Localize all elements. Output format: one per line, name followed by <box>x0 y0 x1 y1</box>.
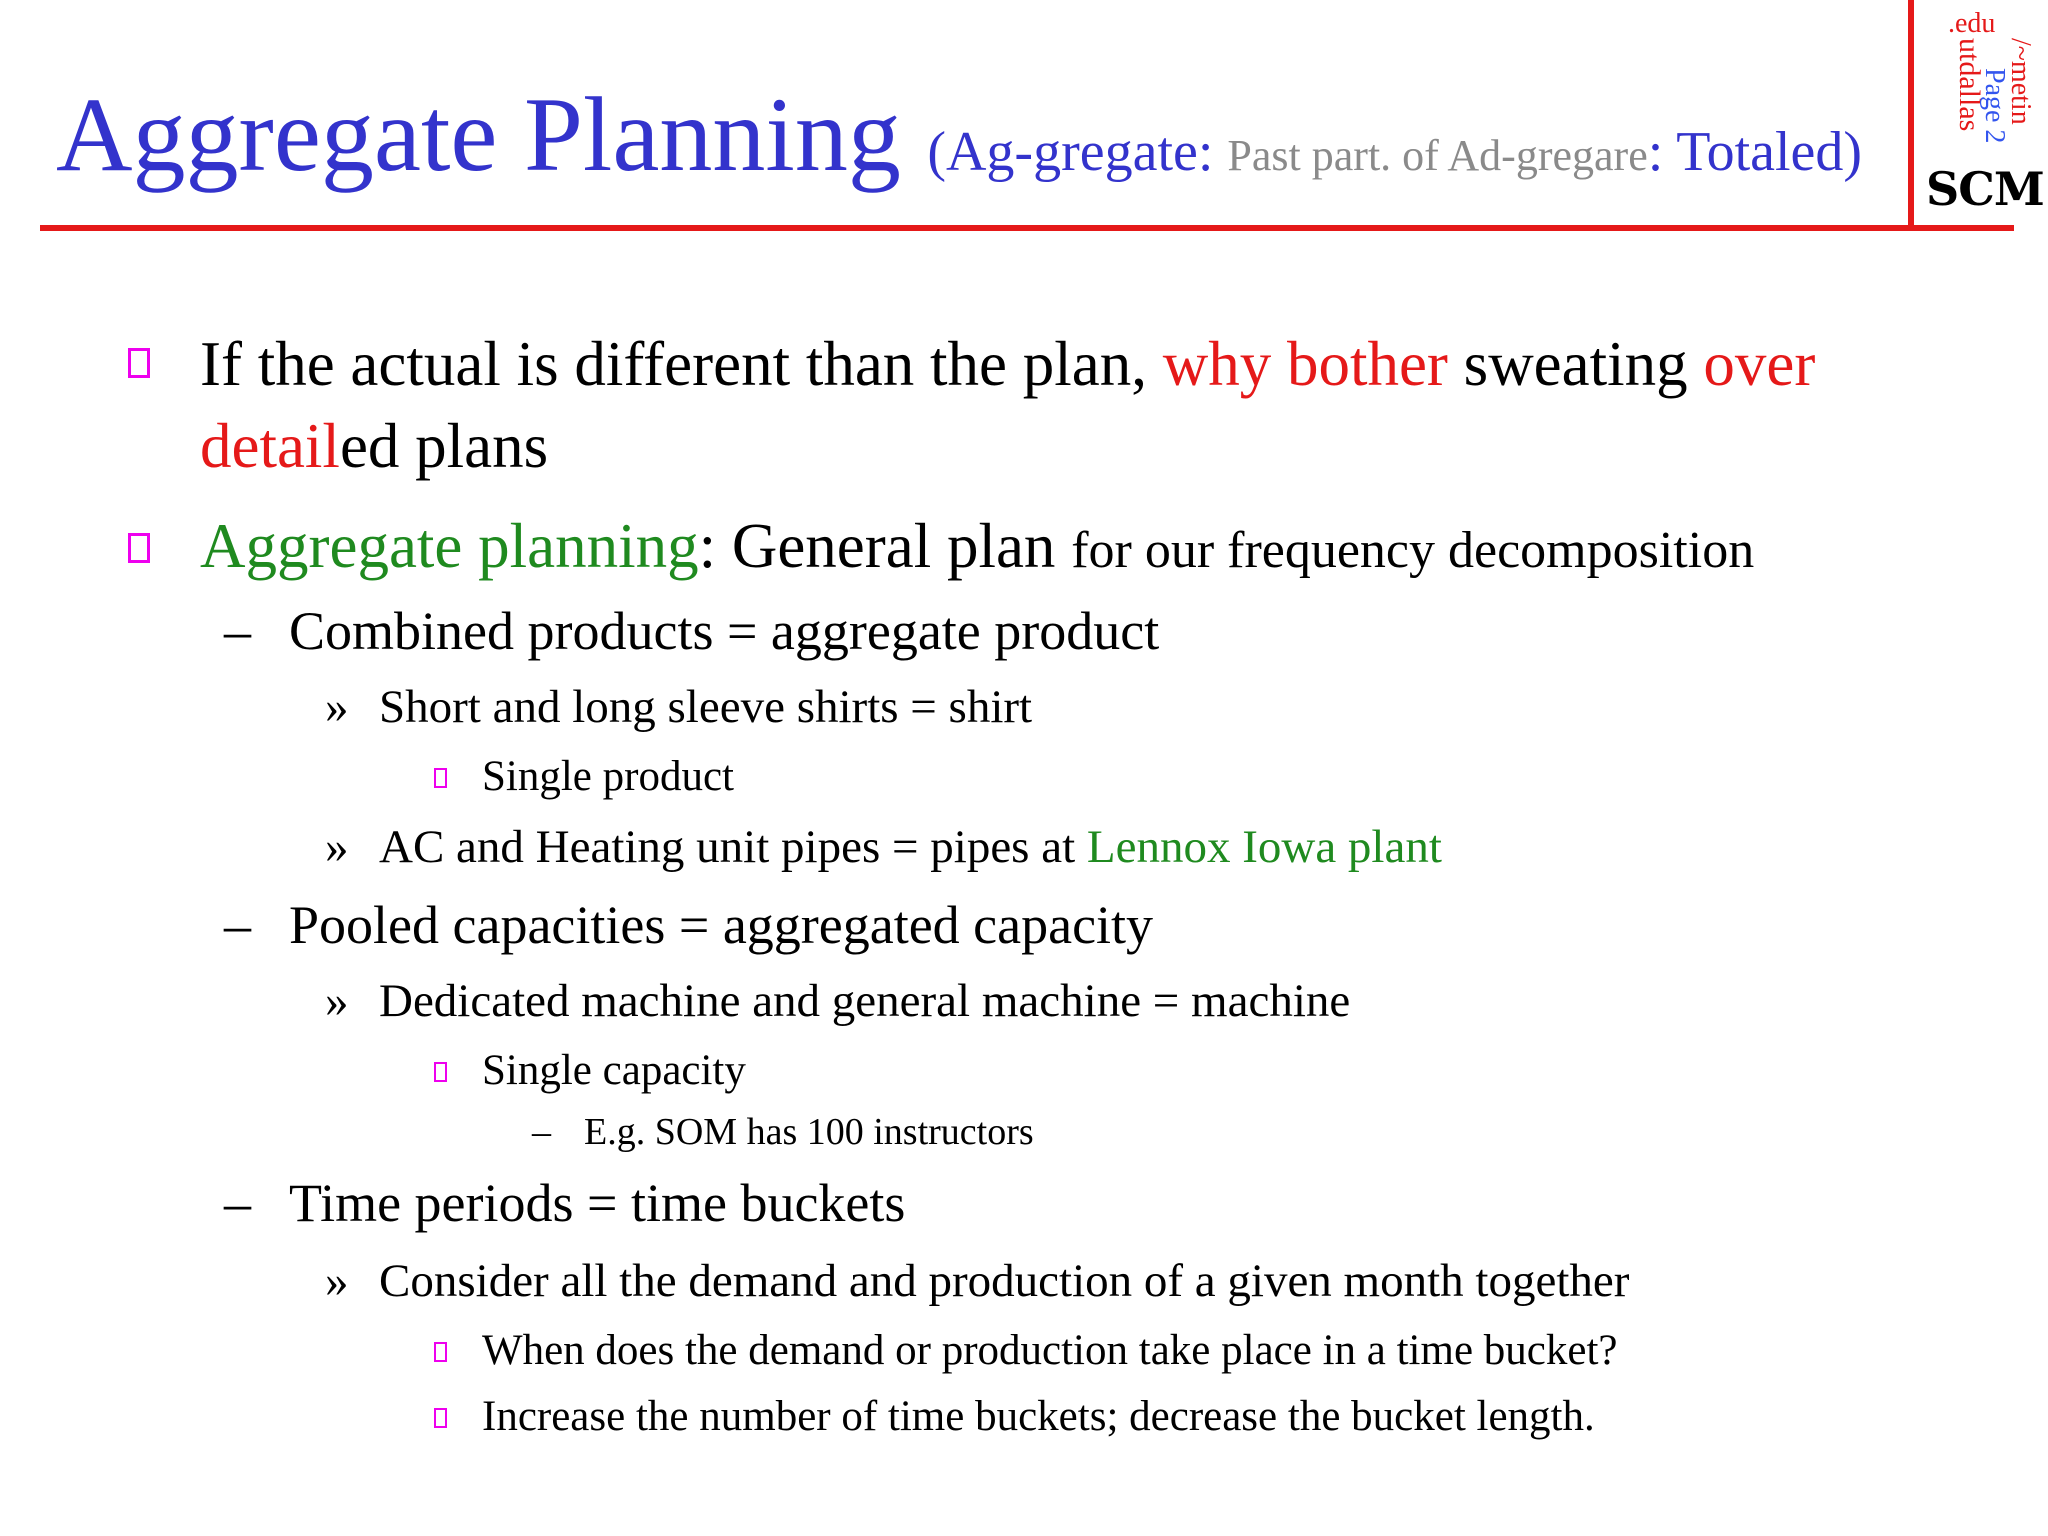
b1-text-over: over <box>1703 329 1816 399</box>
corner-edu-label: .edu <box>1948 8 1996 39</box>
chevron-marker: » <box>325 1255 349 1307</box>
time-bucket-question-item: When does the demand or production take place in a time bucket? <box>482 1327 1618 1374</box>
single-product-item: Single product <box>482 753 734 800</box>
chevron-marker: » <box>325 681 349 733</box>
dash-marker: – <box>224 895 251 955</box>
title-etymology <box>927 121 1862 183</box>
dash-marker: – <box>224 601 251 661</box>
b1-text-1: If the actual is different than the plan, <box>200 329 1163 399</box>
b1-text-detail: detail <box>200 411 340 481</box>
page-title <box>56 76 1863 193</box>
lennox-text: Lennox Iowa plant <box>1086 821 1442 873</box>
b1-text-3: sweating <box>1447 329 1704 399</box>
demand-production-item: Consider all the demand and production of a given month together <box>379 1255 1630 1307</box>
bullet-1-line-2 <box>200 410 548 483</box>
shirts-item: Short and long sleeve shirts = shirt <box>379 681 1033 733</box>
bullet-square-icon <box>128 348 150 378</box>
bucket-length-item: Increase the number of time buckets; decrease the bucket length. <box>482 1393 1595 1440</box>
pipes-item <box>379 820 1442 874</box>
b2-text-frequency: for our frequency decomposition <box>1071 522 1755 579</box>
dash-marker: – <box>532 1111 551 1153</box>
corner-user-label: /~metin <box>2005 38 2036 125</box>
b1-text-why-bother: why bother <box>1162 329 1448 399</box>
bullet-square-icon <box>434 768 447 788</box>
etym-close: : Totaled) <box>1647 121 1863 183</box>
bullet-square-icon <box>128 533 150 563</box>
title-divider <box>40 225 2014 231</box>
b2-text-aggregate-planning: Aggregate planning <box>200 511 699 581</box>
corner-domain-label: utdallas <box>1953 38 1986 132</box>
chevron-marker: » <box>325 821 349 873</box>
b2-text-general-plan: : General plan <box>698 511 1072 581</box>
bullet-2-line <box>200 510 1754 583</box>
corner-course-logo: SCM <box>1926 162 2044 216</box>
pipes-text: AC and Heating unit pipes = pipes at <box>379 821 1087 873</box>
dash-marker: – <box>224 1173 251 1233</box>
time-periods-item: Time periods = time buckets <box>289 1173 906 1233</box>
som-instructors-item: E.g. SOM has 100 instructors <box>584 1111 1034 1153</box>
b1-text-6: ed plans <box>339 411 549 481</box>
pooled-capacities-item: Pooled capacities = aggregated capacity <box>289 895 1154 955</box>
bullet-1-line-1 <box>200 328 1815 401</box>
corner-page-number: Page 2 <box>1979 68 2010 144</box>
etym-open: (Ag-gregate: <box>927 121 1228 183</box>
bullet-square-icon <box>434 1062 447 1082</box>
single-capacity-item: Single capacity <box>482 1047 746 1094</box>
bullet-square-icon <box>434 1408 447 1428</box>
etym-gray: Past part. of Ad-gregare <box>1227 131 1648 180</box>
combined-products-item: Combined products = aggregate product <box>289 601 1160 661</box>
chevron-marker: » <box>325 975 349 1027</box>
machine-item: Dedicated machine and general machine = machine <box>379 975 1351 1027</box>
bullet-square-icon <box>434 1342 447 1362</box>
title-main: Aggregate Planning <box>56 76 901 193</box>
corner-divider <box>1908 0 1914 229</box>
